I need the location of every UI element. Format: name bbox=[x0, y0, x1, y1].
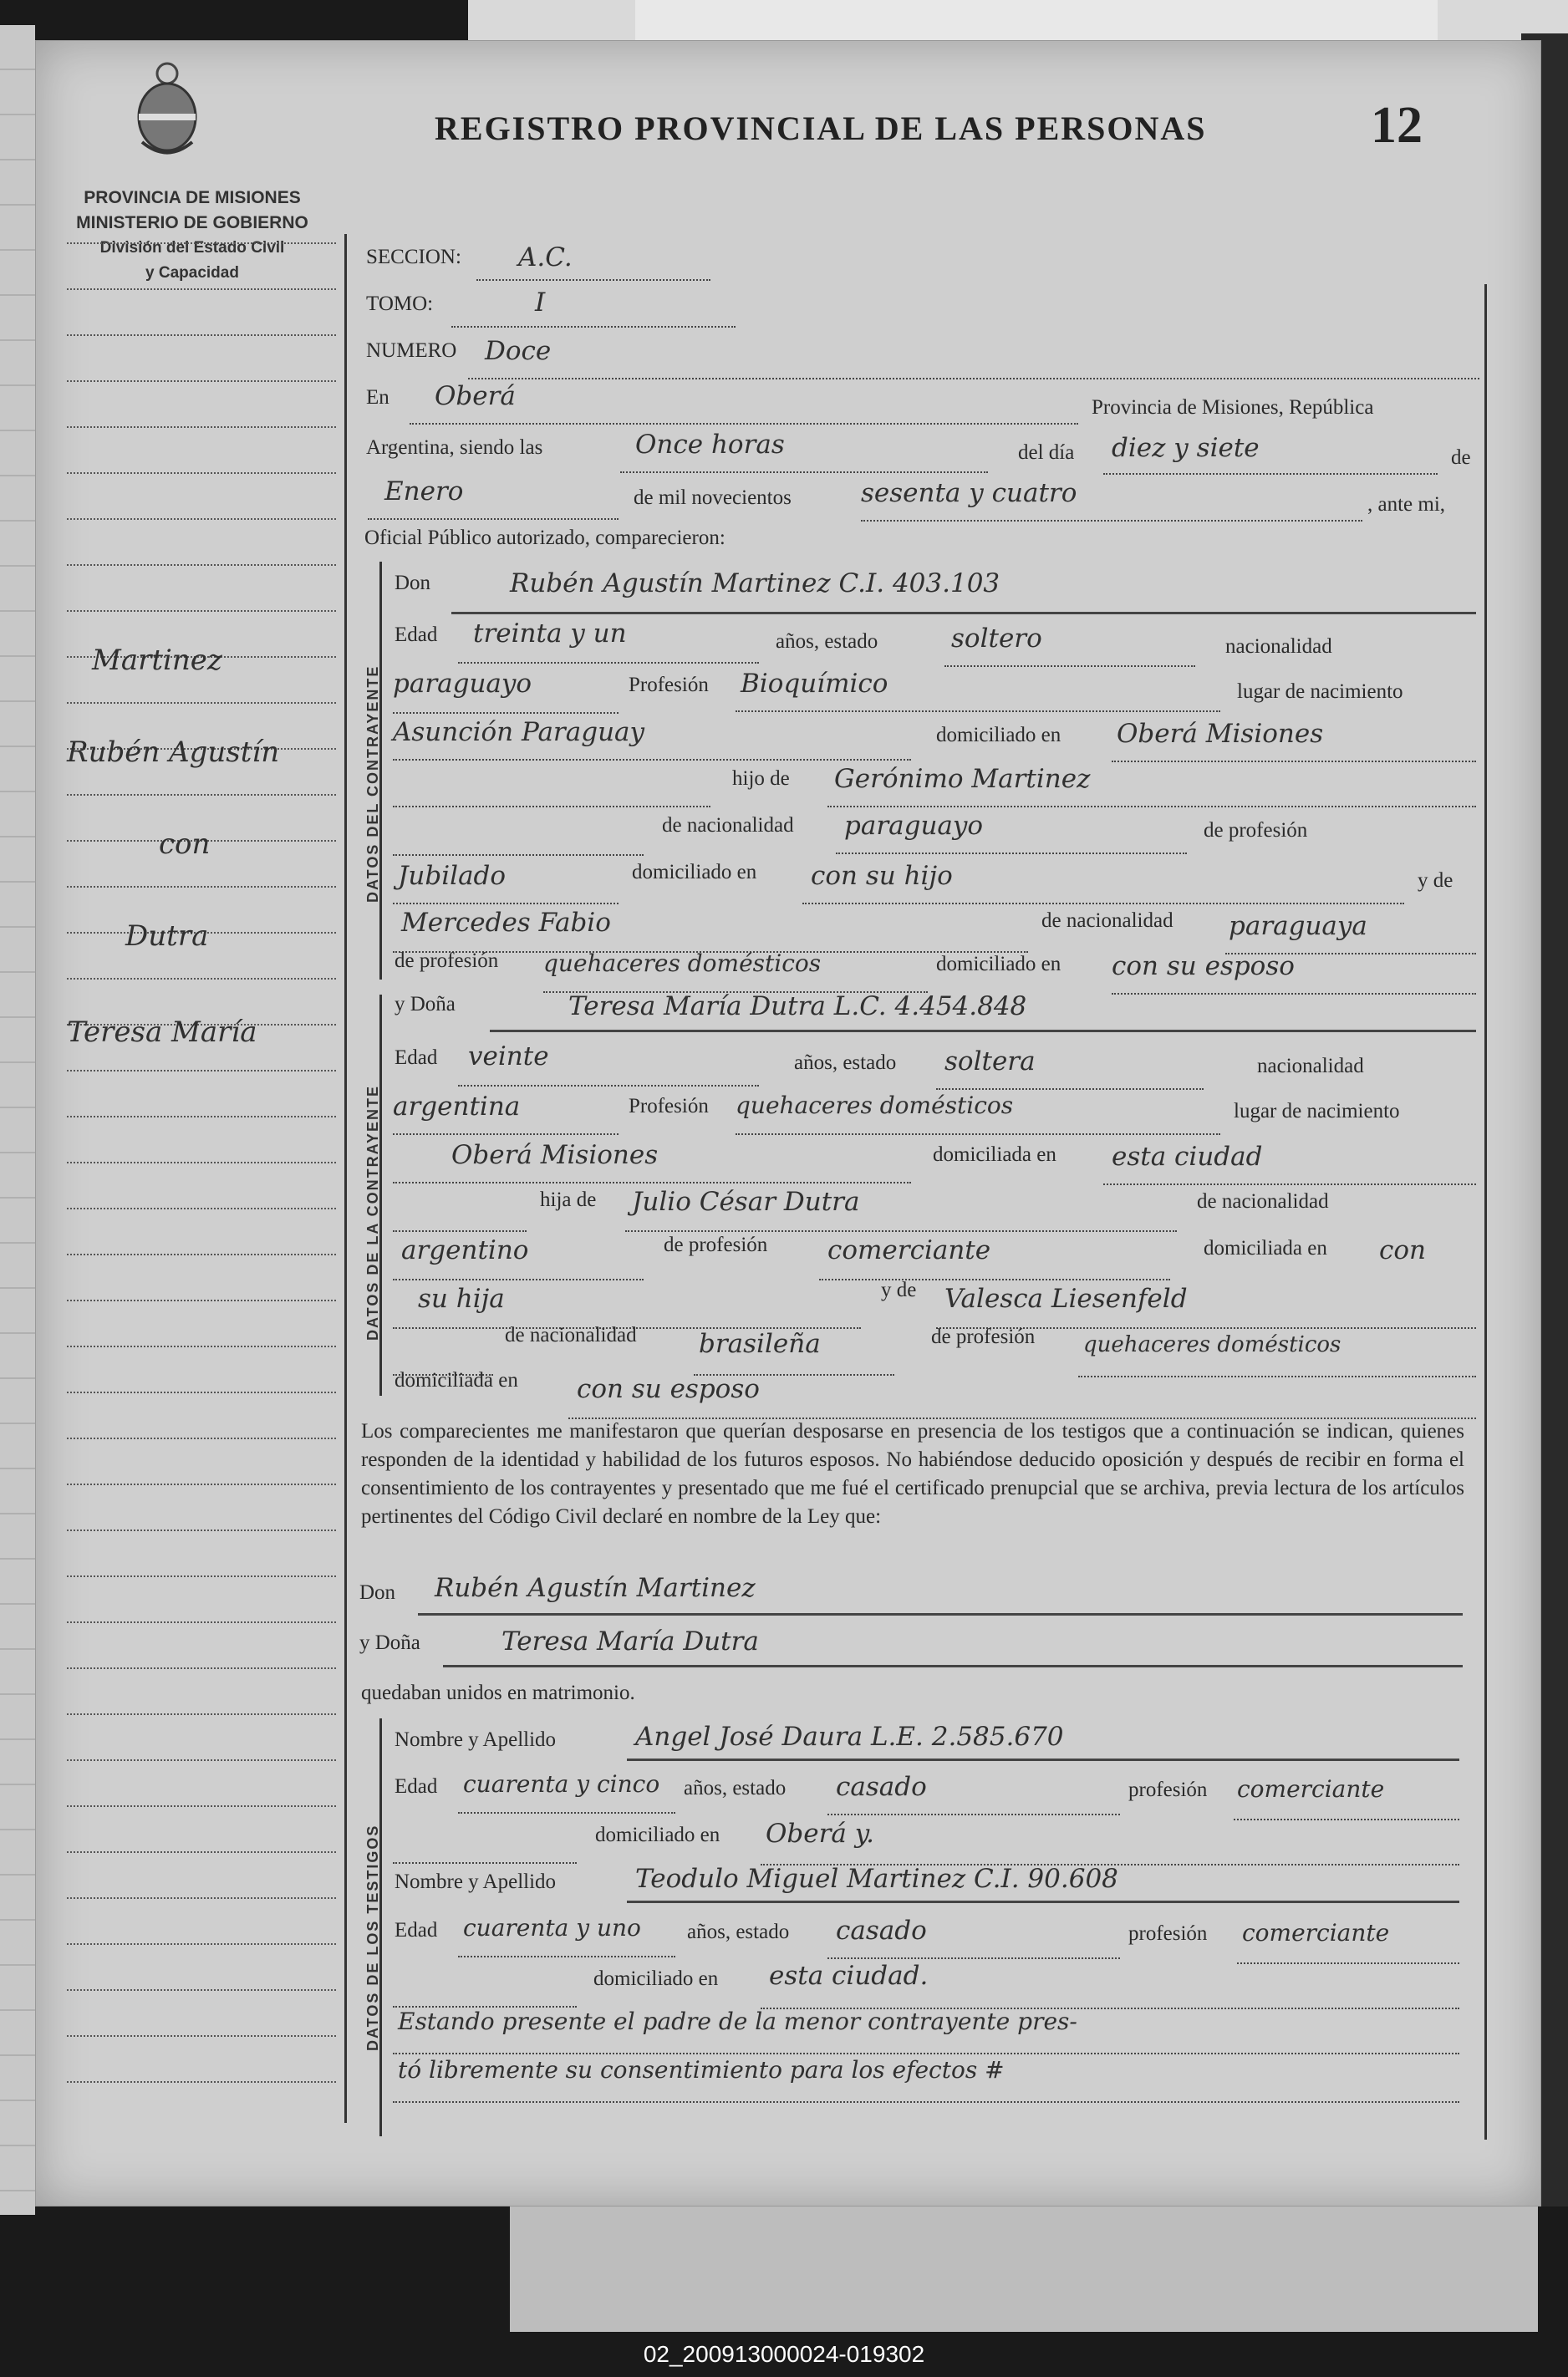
de-prof-label: de profesión bbox=[1204, 819, 1308, 842]
hora-value: Once horas bbox=[635, 430, 785, 460]
decl-dona-line bbox=[443, 1665, 1463, 1667]
testigos-side-label: DATOS DE LOS TESTIGOS bbox=[364, 1824, 381, 2051]
t2-edad-label: Edad bbox=[395, 1919, 438, 1942]
madre-nac-value-2: brasileña bbox=[699, 1329, 821, 1359]
madre-nac-value: paraguaya bbox=[1229, 911, 1367, 941]
lugar-label: lugar de nacimiento bbox=[1237, 680, 1403, 703]
margin-rule-line bbox=[67, 1759, 336, 1761]
padre-nac-value: paraguayo bbox=[844, 811, 984, 841]
t2-estado-value: casado bbox=[836, 1916, 927, 1946]
de-nac-label-2: de nacionalidad bbox=[1197, 1190, 1329, 1213]
madre-dom-label-2: domiciliada en bbox=[395, 1369, 518, 1392]
madre-prof-value-2: quehaceres domésticos bbox=[1083, 1332, 1341, 1357]
padre-prof-value: Jubilado bbox=[398, 861, 507, 891]
hijo-label: hijo de bbox=[732, 767, 790, 790]
t1-estado-label: años, estado bbox=[684, 1777, 787, 1799]
margin-rule-line bbox=[67, 1346, 336, 1347]
note-text-2: tó libremente su consentimiento para los efectos # bbox=[398, 2056, 1005, 2084]
dona-name-line bbox=[490, 1030, 1476, 1032]
edad-value-2: veinte bbox=[468, 1041, 549, 1071]
note-text-1: Estando presente el padre de la menor contrayente pres- bbox=[398, 2008, 1077, 2035]
margin-rule-line bbox=[67, 1943, 336, 1945]
blank-field bbox=[393, 776, 710, 807]
madre-value-2: Valesca Liesenfeld bbox=[944, 1284, 1188, 1314]
division-label-2: y Capacidad bbox=[145, 264, 239, 282]
profesion-value-2: quehaceres domésticos bbox=[736, 1092, 1014, 1119]
t2-edad-value: cuarenta y uno bbox=[463, 1914, 641, 1942]
margin-rule-line bbox=[67, 1805, 336, 1807]
margin-rule-line bbox=[67, 1116, 336, 1117]
margin-rule-line bbox=[67, 1208, 336, 1209]
page-title: REGISTRO PROVINCIAL DE LAS PERSONAS bbox=[435, 109, 1207, 147]
nac-value: paraguayo bbox=[393, 669, 532, 699]
decl-dona-value: Teresa María Dutra bbox=[501, 1626, 759, 1657]
don-name-line bbox=[451, 612, 1476, 614]
de-nac-label: de nacionalidad bbox=[662, 814, 794, 837]
seccion-label: SECCION: bbox=[366, 246, 461, 268]
t2-name-value: Teodulo Miguel Martinez C.I. 90.608 bbox=[635, 1864, 1118, 1894]
domiciliado-label: domiciliado en bbox=[936, 724, 1061, 746]
t2-dom-label: domiciliado en bbox=[593, 1967, 719, 1990]
under-page bbox=[510, 2190, 1538, 2332]
contrayente-side-label: DATOS DEL CONTRAYENTE bbox=[364, 664, 381, 903]
right-border bbox=[1484, 284, 1487, 2140]
t2-dom-value: esta ciudad. bbox=[769, 1961, 929, 1991]
margin-rule-line bbox=[67, 334, 336, 336]
margin-rule-line bbox=[67, 288, 336, 290]
margin-rule-line bbox=[67, 1438, 336, 1439]
profesion-label: Profesión bbox=[629, 674, 709, 696]
del-dia-label: del día bbox=[1018, 441, 1075, 464]
margin-rule-line bbox=[67, 564, 336, 566]
tomo-value: I bbox=[535, 288, 546, 318]
margin-rule-line bbox=[67, 1392, 336, 1393]
nac-value-2: argentina bbox=[393, 1092, 521, 1122]
padre-value-2: Julio César Dutra bbox=[632, 1187, 860, 1217]
lugar-label-2: lugar de nacimiento bbox=[1234, 1100, 1400, 1122]
mil-text: de mil novecientos bbox=[634, 486, 792, 509]
margin-rule-line bbox=[67, 794, 336, 796]
t2-name-label: Nombre y Apellido bbox=[395, 1871, 557, 1893]
t1-name-label: Nombre y Apellido bbox=[395, 1728, 557, 1751]
declaration-paragraph: Los comparecientes me manifestaron que querían desposarse en presencia de los testigos que a continuación se indican, quienes responden de la identidad y habilidad de los futuros esposos. No habiéndose deducido oposición y después de recibir en forma el consentimiento de los contrayentes y presentado que me fué el certificado prenupcial que se archiva, previa lectura de los artículos pertinentes del Código Civil declaré en nombre de la Ley que: bbox=[361, 1420, 1464, 1528]
margin-rule-line bbox=[67, 886, 336, 888]
t1-edad-value: cuarenta y cinco bbox=[463, 1770, 660, 1798]
t1-name-line bbox=[627, 1759, 1459, 1761]
decl-don-line bbox=[418, 1613, 1463, 1616]
contrayente-name: Rubén Agustín Martinez C.I. 403.103 bbox=[510, 568, 1000, 598]
margin-rule-line bbox=[67, 242, 336, 244]
anio-value: sesenta y cuatro bbox=[861, 478, 1077, 508]
madre-prof-value: quehaceres domésticos bbox=[543, 949, 822, 977]
domicilio-value: Oberá Misiones bbox=[1117, 719, 1324, 749]
margin-rule-line bbox=[67, 1254, 336, 1255]
decl-dona-label: y Doña bbox=[359, 1631, 420, 1654]
contrayenta-name: Teresa María Dutra L.C. 4.454.848 bbox=[568, 991, 1027, 1021]
margin-rule-line bbox=[67, 1713, 336, 1715]
t2-name-line bbox=[627, 1901, 1459, 1903]
domiciliada-label: domiciliada en bbox=[933, 1143, 1056, 1166]
margin-rule-line bbox=[67, 1530, 336, 1531]
de-prof-label-2: de profesión bbox=[664, 1234, 768, 1256]
padre-dom-value-2: con bbox=[1379, 1235, 1426, 1265]
madre-prof-label: de profesión bbox=[395, 949, 499, 972]
margin-con: con bbox=[159, 827, 211, 861]
margin-rule-line bbox=[67, 426, 336, 428]
t2-prof-value: comerciante bbox=[1242, 1919, 1390, 1947]
padre-dom-label: domiciliado en bbox=[632, 861, 757, 883]
nacionalidad-label: nacionalidad bbox=[1225, 635, 1332, 658]
numero-value: Doce bbox=[485, 336, 552, 366]
seccion-value: A.C. bbox=[518, 242, 573, 272]
edad-label: Edad bbox=[395, 624, 438, 646]
madre-value: Mercedes Fabio bbox=[401, 908, 611, 938]
margin-column bbox=[67, 242, 336, 2131]
division-label: División del Estado Civil bbox=[99, 239, 285, 257]
en-value: Oberá bbox=[435, 381, 516, 411]
domicilio-value-2: esta ciudad bbox=[1112, 1142, 1263, 1172]
margin-rule-line bbox=[67, 1621, 336, 1623]
numero-field bbox=[468, 348, 1479, 379]
page-number: 12 bbox=[1371, 97, 1423, 154]
edad-value: treinta y un bbox=[473, 618, 627, 649]
column-divider bbox=[344, 234, 347, 2123]
province-label: PROVINCIA DE MISIONES bbox=[84, 188, 301, 207]
contrayenta-side-label: DATOS DE LA CONTRAYENTE bbox=[364, 1084, 381, 1341]
coat-of-arms-icon bbox=[125, 59, 209, 159]
madre-dom-value: con su esposo bbox=[1112, 951, 1295, 981]
ante-mi-text: , ante mi, bbox=[1367, 493, 1446, 516]
don-label: Don bbox=[395, 572, 431, 594]
padre-dom-label-2: domiciliada en bbox=[1204, 1237, 1327, 1260]
padre-value: Gerónimo Martinez bbox=[834, 764, 1091, 794]
t2-estado-label: años, estado bbox=[687, 1921, 790, 1943]
t1-prof-value: comerciante bbox=[1237, 1775, 1385, 1803]
margin-rule-line bbox=[67, 1667, 336, 1669]
t2-prof-label: profesión bbox=[1128, 1922, 1208, 1945]
decl-don-label: Don bbox=[359, 1581, 396, 1604]
numero-label: NUMERO bbox=[366, 339, 457, 362]
madre-dom-label: domiciliado en bbox=[936, 953, 1061, 975]
edad-label-2: Edad bbox=[395, 1046, 438, 1069]
t1-name-value: Angel José Daura L.E. 2.585.670 bbox=[635, 1722, 1064, 1752]
madre-nac-label-2: de nacionalidad bbox=[505, 1324, 637, 1346]
margin-rule-line bbox=[67, 1851, 336, 1853]
padre-prof-value-2: comerciante bbox=[827, 1235, 991, 1265]
madre-nac-label: de nacionalidad bbox=[1041, 909, 1173, 932]
margin-rule-line bbox=[67, 380, 336, 382]
t2-blank-field bbox=[393, 1976, 577, 2008]
margin-rule-line bbox=[67, 702, 336, 704]
margin-rule-line bbox=[67, 978, 336, 980]
t1-prof-label: profesión bbox=[1128, 1779, 1208, 1801]
mes-value: Enero bbox=[384, 476, 464, 506]
blank-field-3 bbox=[393, 1200, 527, 1232]
padre-dom-value-2b: su hija bbox=[418, 1284, 505, 1314]
margin-rule-line bbox=[67, 610, 336, 612]
margin-rule-line bbox=[67, 1300, 336, 1301]
margin-rule-line bbox=[67, 1484, 336, 1485]
y-de-label-2: y de bbox=[881, 1279, 917, 1301]
estado-label: años, estado bbox=[776, 630, 878, 653]
nacionalidad-label-2: nacionalidad bbox=[1257, 1055, 1364, 1077]
hija-label: hija de bbox=[540, 1188, 597, 1211]
estado-value-2: soltera bbox=[944, 1046, 1036, 1077]
decl-closing: quedaban unidos en matrimonio. bbox=[361, 1682, 635, 1704]
estado-label-2: años, estado bbox=[794, 1051, 897, 1074]
de-label: de bbox=[1451, 446, 1471, 469]
ministry-label: MINISTERIO DE GOBIERNO bbox=[76, 213, 308, 232]
t1-blank-field bbox=[393, 1832, 577, 1864]
margin-given-name: Rubén Agustín bbox=[67, 735, 280, 769]
lugar-value-2: Oberá Misiones bbox=[451, 1140, 659, 1170]
margin-rule-line bbox=[67, 1162, 336, 1163]
tomo-field bbox=[451, 296, 736, 328]
estado-value: soltero bbox=[951, 624, 1042, 654]
y-de-label: y de bbox=[1418, 869, 1453, 892]
margin-rule-line bbox=[67, 1897, 336, 1899]
decl-don-value: Rubén Agustín Martinez bbox=[435, 1573, 756, 1603]
margin-rule-line bbox=[67, 1575, 336, 1577]
provincia-text: Provincia de Misiones, República bbox=[1092, 396, 1374, 419]
margin-rule-line bbox=[67, 2081, 336, 2083]
dia-value: diez y siete bbox=[1112, 433, 1260, 463]
oficial-text: Oficial Público autorizado, comparecieron: bbox=[364, 527, 725, 549]
seccion-field bbox=[476, 249, 710, 281]
margin-given-name-2: Teresa María bbox=[67, 1015, 257, 1049]
margin-rule-line bbox=[67, 1070, 336, 1071]
lugar-value: Asunción Paraguay bbox=[393, 717, 645, 747]
profesion-label-2: Profesión bbox=[629, 1095, 709, 1117]
margin-rule-line bbox=[67, 1989, 336, 1991]
margin-rule-line bbox=[67, 2035, 336, 2037]
margin-surname-2: Dutra bbox=[125, 919, 209, 953]
margin-rule-line bbox=[67, 472, 336, 474]
argentina-text: Argentina, siendo las bbox=[366, 436, 543, 459]
blank-field-2 bbox=[393, 824, 644, 856]
t1-estado-value: casado bbox=[836, 1772, 927, 1802]
t1-dom-label: domiciliado en bbox=[595, 1824, 720, 1846]
margin-rule-line bbox=[67, 518, 336, 520]
t1-edad-label: Edad bbox=[395, 1775, 438, 1798]
t1-dom-value: Oberá y. bbox=[766, 1819, 875, 1849]
margin-surname: Martinez bbox=[92, 644, 222, 677]
padre-nac-value-2: argentino bbox=[401, 1235, 529, 1265]
padre-dom-value: con su hijo bbox=[811, 861, 953, 891]
madre-prof-label-2: de profesión bbox=[931, 1326, 1036, 1348]
image-caption: 02_200913000024-019302 bbox=[643, 2341, 925, 2367]
left-page-edge bbox=[0, 25, 35, 2215]
dona-label: y Doña bbox=[395, 993, 456, 1015]
tomo-label: TOMO: bbox=[366, 293, 434, 315]
profesion-value: Bioquímico bbox=[741, 669, 888, 699]
en-label: En bbox=[366, 386, 389, 409]
madre-dom-value-2: con su esposo bbox=[577, 1374, 760, 1404]
